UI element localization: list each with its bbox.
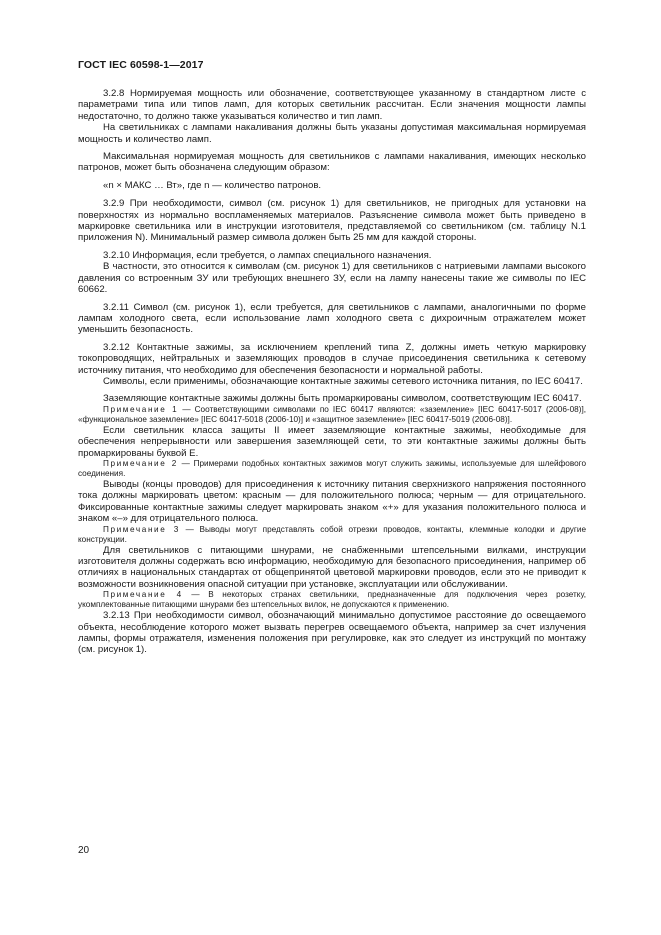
page-number: 20 — [78, 845, 90, 856]
paragraph-3-2-9: 3.2.9 При необходимости, символ (см. рисунок 1) для светильников, не пригодных для установки на поверхностях из нормально воспламеняемых материалов. Разъяснение символа может быть приведено в маркировке светильника или в инструкции изготовителя, представляемой со светильником (см. таблицу N.1 приложения N). Минимальный размер символа должен быть 25 мм для каждой стороны. — [78, 198, 586, 244]
paragraph: Выводы (концы проводов) для присоединения к источнику питания сверхнизкого напряжения постоянного тока должны маркировать цветом: красным — для положительного полюса; черным — для отрицательного. Фиксированные контактные зажимы следует маркировать знаком «+» для указания положительного полюса и знаком «–» для отрицательного полюса. — [78, 478, 586, 525]
paragraph-3-2-13: 3.2.13 При необходимости символ, обозначающий минимально допустимое расстояние до освещаемого объекта, несоблюдение которого может вызвать перегрев освещаемого объекта, например за счет излучения лампы, формы отражателя, изменения положения при регулировке, как это следует из инструкций по монтажу (см. рисунок 1). — [78, 610, 586, 656]
paragraph: Максимальная нормируемая мощность для светильников с лампами накаливания, имеющих несколько патронов, может быть обозначена следующим образом: — [78, 151, 586, 174]
paragraph-3-2-11: 3.2.11 Символ (см. рисунок 1), если требуется, для светильников с лампами, аналогичными по форме лампам холодного света, если использование ламп холодного света с дихроичным отражателем может уменьшить безопасность. — [78, 301, 586, 336]
paragraph: Символы, если применимы, обозначающие контактные зажимы сетевого источника питания, по IEC 60417. — [103, 375, 583, 387]
note-label: Примечание 1 — [103, 404, 179, 414]
note-2 — [78, 459, 586, 479]
paragraph-3-2-8: 3.2.8 Нормируемая мощность или обозначение, соответствующее указанному в стандартном листе с параметрами типа или типов ламп, для которых светильник рассчитан. Если значения мощности лампы недостаточно, то должно также указываться количество и тип ламп. — [78, 88, 586, 122]
paragraph: Для светильников с питающими шнурами, не снабженными штепсельными вилками, инструкции изготовителя должны содержать всю информацию, необходимую для безопасного присоединения, например об отличиях в национальных стандартах от общепринятой цветовой маркировки проводов, если это не приводит к возможности возникновения опасной ситуации при установке, эксплуатации или обслуживании. — [78, 544, 586, 590]
note-label: Примечание 3 — [103, 524, 180, 534]
note-1 — [78, 405, 586, 425]
note-text: — Соответствующими символами по IEC 60417 являются: «заземление» [IEC 60417-5017 (2006-08)], «функциональное заземление» [IEC 60417-5018 (2006-10)] и «защитное заземление» [IEC 60417-5019 (2006-08)]. — [78, 404, 586, 424]
note-label: Примечание 2 — [103, 458, 178, 468]
note-label: Примечание 4 — [103, 590, 183, 600]
document-header: ГОСТ IEC 60598-1—2017 — [78, 59, 204, 71]
note-text: — Выводы могут представлять собой отрезки проводов, контакты, клеммные колодки и другие конструкции. — [78, 524, 587, 544]
paragraph-3-2-12: 3.2.12 Контактные зажимы, за исключением креплений типа Z, должны иметь четкую маркировку токопроводящих, нейтральных и заземляющих проводов в случае присоединения светильника к сетевому источнику питания, что необходимо для обеспечения безопасности и нормальной работы. — [78, 341, 586, 376]
note-text: — В некоторых странах светильники, предназначенные для подключения через розетку, укомплектованные питающими шнурами без штепсельных вилок, не допускаются к применению. — [78, 590, 586, 610]
note-4 — [78, 590, 586, 610]
paragraph: Если светильник класса защиты II имеет заземляющие контактные зажимы, необходимые для обеспечения непрерывности или завершения заземляющей сети, то эти контактные зажимы должны быть промаркированы буквой Е. — [78, 424, 586, 459]
note-text: — Примерами подобных контактных зажимов могут служить зажимы, используемые для шлейфового соединения. — [78, 458, 586, 478]
document-body — [78, 88, 586, 656]
paragraph: В частности, это относится к символам (см. рисунок 1) для светильников с натриевыми лампами высокого давления со встроенным ЗУ или требующих внешнего ЗУ, если на лампу нанесены такие же символы по IEC 60662. — [78, 261, 586, 296]
paragraph: На светильниках с лампами накаливания должны быть указаны допустимая максимальная нормируемая мощность и количество ламп. — [78, 122, 586, 145]
paragraph-3-2-10: 3.2.10 Информация, если требуется, о лампах специального назначения. — [103, 249, 432, 261]
formula-line: «n × МАКС … Вт», где n — количество патронов. — [103, 179, 322, 191]
paragraph: Заземляющие контактные зажимы должны быть промаркированы символом, соответствующим IEC 60417. — [103, 393, 582, 405]
note-3 — [78, 525, 586, 545]
